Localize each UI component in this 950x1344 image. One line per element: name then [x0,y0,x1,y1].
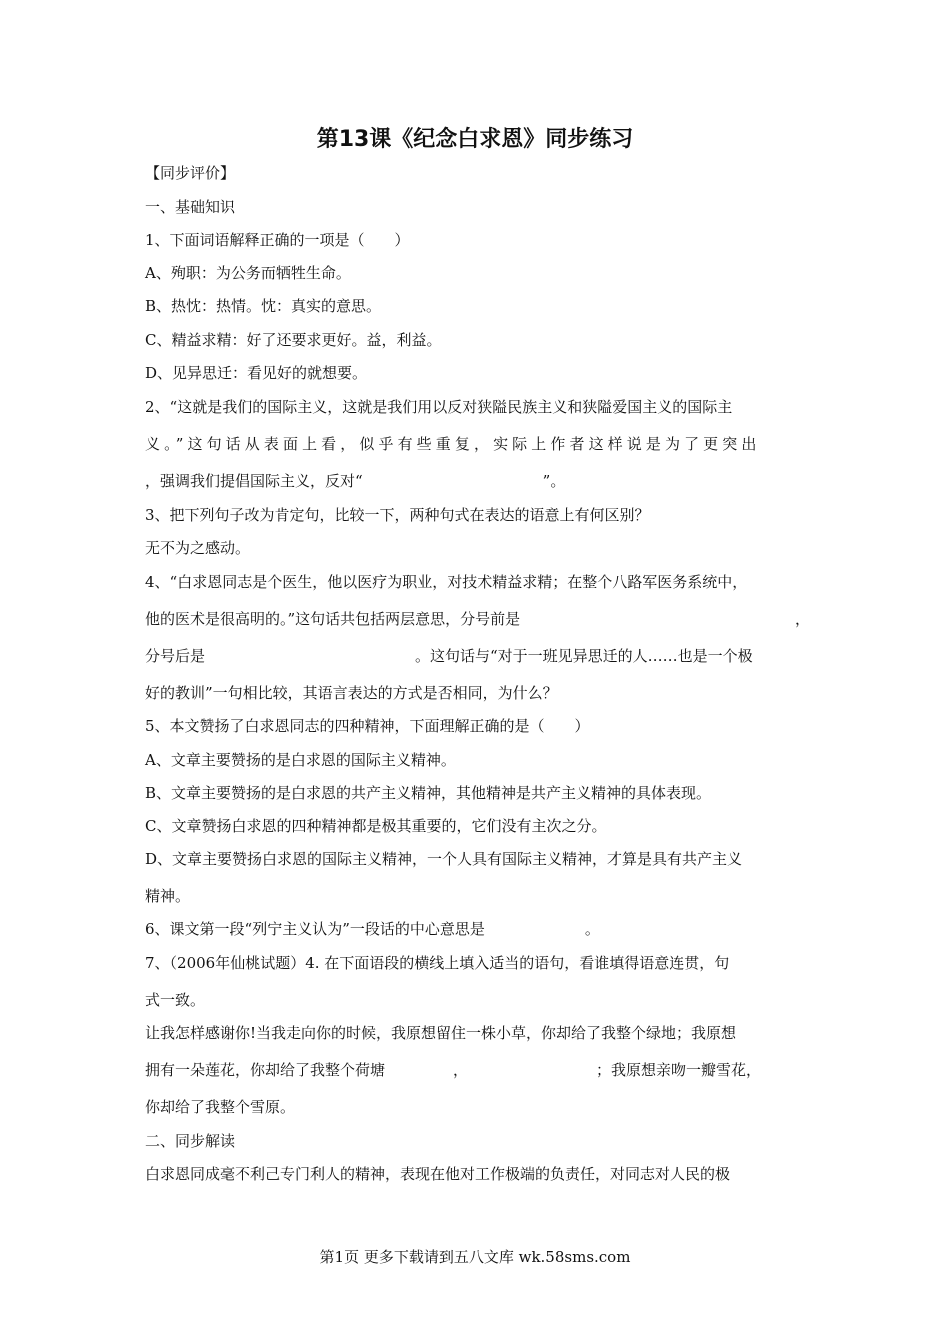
passage-line-1: 让我怎样感谢你!当我走向你的时候，我原想留住一株小草，你却给了我整个绿地；我原想 [145,1024,737,1042]
option-c: C、精益求精：好了还要求更好。益，利益。 [145,331,442,349]
page-title: 第13课《纪念白求恩》同步练习 [316,127,634,152]
option-a: A、殉职：为公务而牺牲生命。 [145,264,351,282]
question-6: 6、课文第一段“列宁主义认为”一段话的中心意思是 。 [145,920,600,938]
question-7: 7、（2006年仙桃试题）4. 在下面语段的横线上填入适当的语句，看谁填得语意连贯，句 [145,954,730,972]
section-label: 【同步评价】 [145,164,236,182]
option-d-cont: 精神。 [145,887,191,905]
option-c: C、文章赞扬白求恩的四种精神都是极其重要的，它们没有主次之分。 [145,817,607,835]
passage-line-3: 你却给了我整个雪原。 [145,1098,296,1116]
reading-text: 白求恩同成毫不利己专门利人的精神，表现在他对工作极端的负责任，对同志对人民的极 [145,1165,731,1183]
passage-line-2: 拥有一朵莲花，你却给了我整个荷塘 ， ；我原想亲吻一瓣雪花， [145,1061,762,1079]
option-b: B、热忱：热情。忱：真实的意思。 [145,297,382,315]
option-a: A、文章主要赞扬的是白求恩的国际主义精神。 [145,751,456,769]
question-4-cont: 他的医术是很高明的。”这句话共包括两层意思，分号前是 ， [145,610,810,628]
question-4-blank-line: 分号后是 。这句话与“对于一班见异思迁的人……也是一个极 [145,647,753,665]
question-3-sentence: 无不为之感动。 [145,539,251,557]
question-4-end: 好的教训”一句相比较，其语言表达的方式是否相同，为什么？ [145,684,558,702]
question-1: 1、下面词语解释正确的一项是（ ） [145,231,410,249]
question-5: 5、本文赞扬了白求恩同志的四种精神，下面理解正确的是（ ） [145,717,590,735]
option-d: D、见异思迁：看见好的就想要。 [145,364,368,382]
section-heading: 二、同步解读 [145,1132,236,1150]
section-heading: 一、基础知识 [145,198,236,216]
question-7-cont: 式一致。 [145,991,206,1009]
question-2-blank-line: ，强调我们提倡国际主义，反对“ ”。 [145,472,566,490]
option-d: D、文章主要赞扬白求恩的国际主义精神，一个人具有国际主义精神，才算是具有共产主义 [145,850,743,868]
question-2-cont: 义。”这句话从表面上看，似乎有些重复，实际上作者这样说是为了更突出 [145,435,761,453]
question-3: 3、把下列句子改为肯定句，比较一下，两种句式在表达的语意上有何区别？ [145,506,650,524]
question-4: 4、“白求恩同志是个医生，他以医疗为职业，对技术精益求精；在整个八路军医务系统中， [145,573,748,591]
option-b: B、文章主要赞扬的是白求恩的共产主义精神，其他精神是共产主义精神的具体表现。 [145,784,712,802]
question-2: 2、“这就是我们的国际主义，这就是我们用以反对狭隘民族主义和狭隘爱国主义的国际主 [145,398,733,416]
page-footer: 第1页 更多下载请到五八文库 wk.58sms.com [319,1248,631,1266]
